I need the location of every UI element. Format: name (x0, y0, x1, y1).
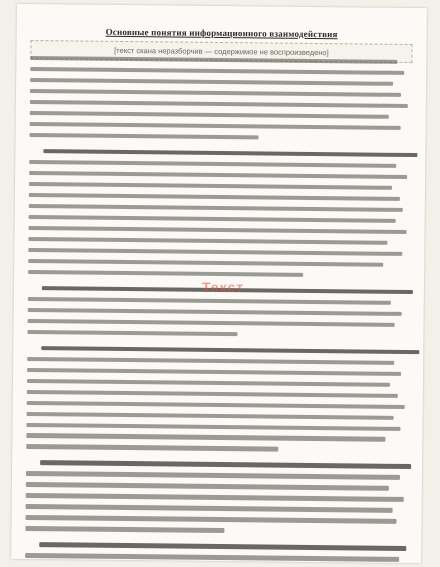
illegible-text-line (28, 259, 383, 267)
illegible-text-notice: [текст скана неразборчив — содержимое не воспроизведено] (30, 40, 412, 63)
illegible-text-line (28, 297, 391, 305)
illegible-text-line (27, 357, 394, 365)
illegible-text-line (26, 471, 400, 479)
illegible-text-line (29, 226, 407, 234)
document-page (11, 4, 427, 563)
illegible-text-line (29, 193, 400, 201)
illegible-text-line (30, 133, 259, 140)
illegible-text-body (25, 56, 412, 553)
illegible-text-line (30, 89, 401, 97)
illegible-text-line (26, 482, 389, 490)
illegible-text-line (28, 237, 387, 245)
illegible-text-line (30, 78, 393, 86)
illegible-text-line (29, 182, 392, 190)
illegible-text-line (27, 368, 401, 376)
illegible-text-line (29, 204, 403, 212)
watermark-stamp: Текст (201, 278, 245, 296)
illegible-text-line (29, 160, 396, 168)
illegible-text-line (30, 67, 404, 75)
illegible-text-line (27, 390, 398, 398)
illegible-text-line (26, 444, 278, 451)
illegible-text-line (27, 379, 390, 387)
illegible-text-line (26, 504, 393, 512)
illegible-text-line (27, 412, 394, 420)
illegible-text-line (28, 308, 402, 316)
illegible-text-line (29, 171, 407, 179)
illegible-text-line (30, 111, 389, 119)
illegible-text-line (28, 248, 402, 256)
illegible-text-line (26, 493, 404, 501)
illegible-text-line (27, 330, 237, 337)
illegible-text-line (25, 553, 399, 561)
illegible-text-line (30, 100, 408, 108)
illegible-text-line (26, 433, 385, 441)
illegible-text-line (26, 422, 400, 430)
illegible-text-line (28, 319, 395, 327)
illegible-text-line (30, 122, 401, 130)
illegible-text-line (28, 270, 303, 277)
illegible-text-line (29, 215, 396, 223)
illegible-text-line (27, 401, 405, 409)
illegible-text-line (25, 526, 224, 532)
document-title: Основные понятия информационного взаимодействия (105, 26, 338, 40)
illegible-text-line (26, 515, 397, 523)
